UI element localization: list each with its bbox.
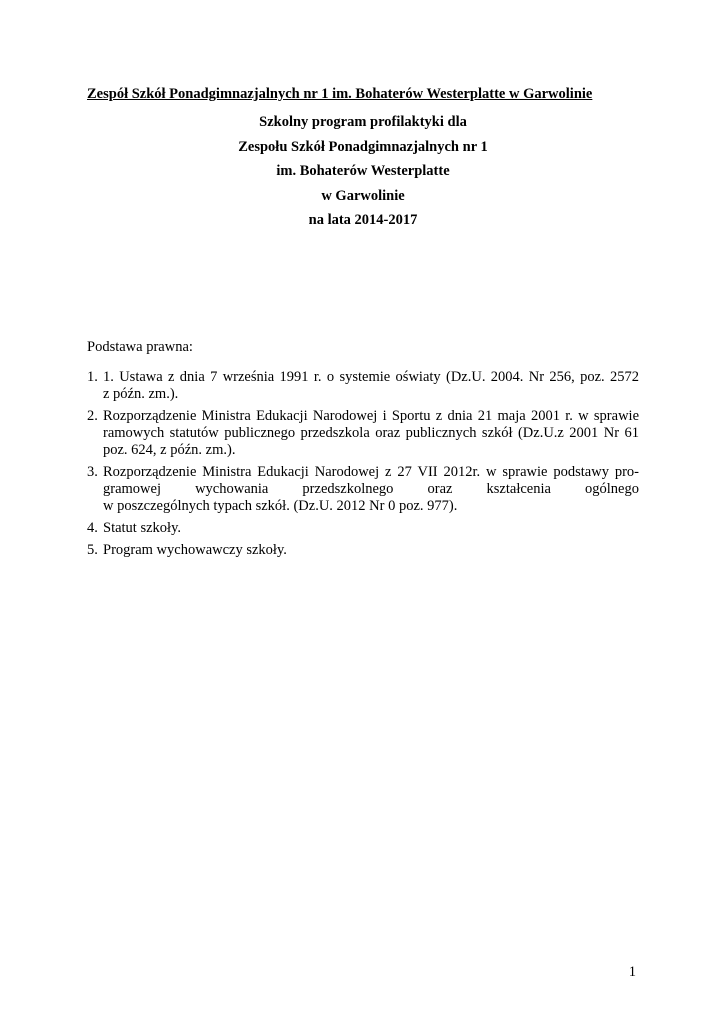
list-item-line: Rozporządzenie Ministra Edukacji Narodowej z 27 VII 2012r. w sprawie podstawy pro-: [103, 464, 639, 480]
list-item-line: gramowej wychowania przedszkolnego oraz kształcenia ogólnego: [103, 481, 639, 497]
list-item-line: poz. 624, z późn. zm.).: [103, 442, 236, 458]
title-line: im. Bohaterów Westerplatte: [276, 163, 450, 179]
list-item-number: 4.: [87, 520, 98, 536]
title-line: w Garwolinie: [321, 187, 405, 204]
legal-basis-list: [87, 369, 639, 564]
list-item-number: 3.: [87, 464, 98, 480]
list-item-text: [103, 464, 639, 515]
list-item-text: [103, 408, 639, 459]
school-header: Zespół Szkół Ponadgimnazjalnych nr 1 im. Bohaterów Westerplatte w Garwolinie: [87, 86, 593, 102]
list-item-number: 1.: [87, 369, 98, 385]
list-item-line: Rozporządzenie Ministra Edukacji Narodowej i Sportu z dnia 21 maja 2001 r. w sprawie: [103, 408, 639, 424]
list-item-number: 5.: [87, 542, 98, 558]
list-item-line: ramowych statutów publicznego przedszkola oraz publicznych szkół (Dz.U.z 2001 Nr 61: [103, 425, 639, 441]
list-item-text: [103, 542, 639, 559]
list-item-line: z późn. zm.).: [103, 386, 179, 402]
document-title: [87, 110, 639, 233]
title-line: Szkolny program profilaktyki dla: [259, 114, 467, 130]
list-item: [87, 464, 639, 515]
list-item-line: w poszczególnych typach szkół. (Dz.U. 2012 Nr 0 poz. 977).: [103, 498, 458, 514]
list-item-text: [103, 369, 639, 403]
title-line: Zespołu Szkół Ponadgimnazjalnych nr 1: [238, 138, 488, 155]
list-item: [87, 408, 639, 459]
list-item-line: Program wychowawczy szkoły.: [103, 542, 287, 558]
list-item-number: 2.: [87, 408, 98, 424]
page-number: 1: [628, 964, 636, 980]
list-item: [87, 520, 639, 537]
list-item-line: 1. Ustawa z dnia 7 września 1991 r. o systemie oświaty (Dz.U. 2004. Nr 256, poz. 2572: [103, 369, 639, 385]
list-item: [87, 542, 639, 559]
list-item-line: Statut szkoły.: [103, 520, 182, 536]
list-item: [87, 369, 639, 403]
legal-basis-label: Podstawa prawna:: [87, 339, 193, 355]
list-item-text: [103, 520, 639, 537]
title-line: na lata 2014-2017: [308, 212, 418, 228]
